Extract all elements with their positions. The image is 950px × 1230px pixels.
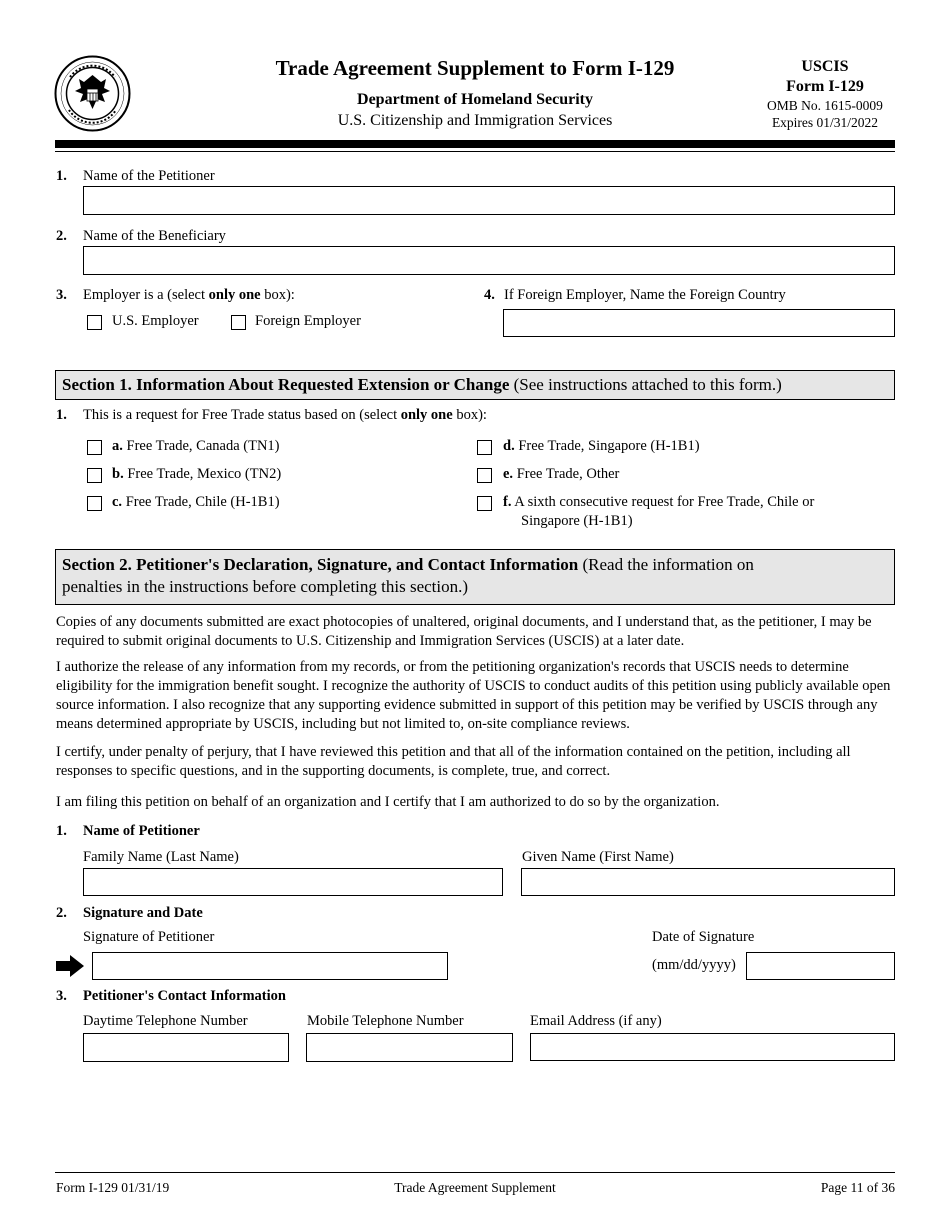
us-employer-label: U.S. Employer (112, 313, 199, 329)
s2-q1-number: 1. (56, 823, 67, 839)
expiration-date: Expires 01/31/2022 (771, 115, 879, 130)
foreign-employer-label: Foreign Employer (255, 313, 361, 329)
date-of-signature-label: Date of Signature (652, 929, 755, 945)
option-f-checkbox[interactable] (477, 496, 492, 511)
given-name-field[interactable] (521, 868, 895, 896)
q2-label: Name of the Beneficiary (83, 228, 226, 244)
q3-number: 3. (56, 287, 67, 303)
s2-q3-title: Petitioner's Contact Information (83, 988, 286, 1004)
omb-number: OMB No. 1615-0009 (767, 98, 883, 113)
email-field[interactable] (530, 1033, 895, 1061)
option-a-checkbox[interactable] (87, 440, 102, 455)
s2-q2-title: Signature and Date (83, 905, 203, 921)
us-employer-checkbox[interactable] (87, 315, 102, 330)
option-c-checkbox[interactable] (87, 496, 102, 511)
footer-title: Trade Agreement Supplement (394, 1180, 556, 1195)
option-b-label: b. Free Trade, Mexico (TN2) (112, 466, 282, 482)
form-title: Trade Agreement Supplement to Form I-129 (275, 56, 675, 80)
option-e-checkbox[interactable] (477, 468, 492, 483)
signature-label: Signature of Petitioner (83, 929, 215, 945)
date-of-signature-field[interactable] (746, 952, 895, 980)
option-f-label-line2: Singapore (H-1B1) (521, 513, 633, 529)
declaration-paragraph-4: I am filing this petition on behalf of an organization and I certify that I am authorized to do so by the organization. (56, 794, 720, 810)
dhs-seal (54, 55, 131, 132)
footer-rule (55, 1172, 895, 1173)
q4-label: If Foreign Employer, Name the Foreign Country (504, 287, 786, 303)
s2-q3-number: 3. (56, 988, 67, 1004)
department-name: Department of Homeland Security (357, 91, 593, 108)
family-name-field[interactable] (83, 868, 503, 896)
option-c-label: c. Free Trade, Chile (H-1B1) (112, 494, 280, 510)
option-f-label: f. A sixth consecutive request for Free Trade, Chile or (503, 494, 815, 510)
footer-form-version: Form I-129 01/31/19 (56, 1180, 170, 1195)
agency-name: U.S. Citizenship and Immigration Services (337, 112, 613, 129)
footer-page-number: Page 11 of 36 (820, 1180, 895, 1195)
form-number: Form I-129 (786, 78, 864, 95)
petitioner-name-field[interactable] (83, 186, 895, 215)
header-rule-thin (55, 151, 895, 152)
daytime-phone-field[interactable] (83, 1033, 289, 1062)
q1-number: 1. (56, 168, 67, 184)
foreign-employer-checkbox[interactable] (231, 315, 246, 330)
mobile-phone-field[interactable] (306, 1033, 513, 1062)
family-name-label: Family Name (Last Name) (83, 849, 239, 865)
signature-field[interactable] (92, 952, 448, 980)
declaration-paragraph-2: I authorize the release of any information from my records, or from the petitioning organization's records that USCIS needs to determine eligibility for the immigration benefit sought. I recognize the authority of USCIS to conduct audits of this petition using publicly available open source information. I also recognize that any supporting evidence submitted in support of this petition may be verified by USCIS through any means determined appropriate by USCIS, including but not limited to, on-site compliance reviews. (56, 659, 891, 732)
declaration-paragraph-1: Copies of any documents submitted are exact photocopies of unaltered, original documents, and I understand that, as the petitioner, I may be required to submit original documents to U.S. Citizenship and Immigration Services (USCIS) at a later date. (56, 614, 872, 649)
header-rule-thick (55, 140, 895, 148)
section1-header: Section 1. Information About Requested Extension or Change (See instructions attached to this form.) (55, 370, 895, 400)
s1-q1-number: 1. (56, 407, 67, 423)
s2-q2-number: 2. (56, 905, 67, 921)
s2-q1-title: Name of Petitioner (83, 823, 200, 839)
given-name-label: Given Name (First Name) (522, 849, 674, 865)
date-format-label: (mm/dd/yyyy) (652, 957, 736, 973)
declaration-paragraph-3: I certify, under penalty of perjury, that I have reviewed this petition and that all of the information contained on the petition, including all responses to specific questions, and in the supporting documents, is complete, true, and correct. (56, 744, 851, 779)
option-a-label: a. Free Trade, Canada (TN1) (112, 438, 280, 454)
q2-number: 2. (56, 228, 67, 244)
seal-icon (54, 55, 131, 132)
q1-label: Name of the Petitioner (83, 168, 215, 184)
option-e-label: e. Free Trade, Other (503, 466, 620, 482)
s1-q1-label: This is a request for Free Trade status based on (select only one box): (83, 407, 487, 423)
foreign-country-field[interactable] (503, 309, 895, 337)
beneficiary-name-field[interactable] (83, 246, 895, 275)
option-b-checkbox[interactable] (87, 468, 102, 483)
email-label: Email Address (if any) (530, 1013, 662, 1029)
q4-number: 4. (484, 287, 495, 303)
mobile-phone-label: Mobile Telephone Number (307, 1013, 464, 1029)
section2-header: Section 2. Petitioner's Declaration, Signature, and Contact Information (Read the information on penalties in the instructions before completing this section.) (55, 549, 895, 605)
option-d-label: d. Free Trade, Singapore (H-1B1) (503, 438, 700, 454)
q3-label: Employer is a (select only one box): (83, 287, 295, 303)
option-d-checkbox[interactable] (477, 440, 492, 455)
arrow-right-icon (56, 955, 84, 977)
agency-abbr: USCIS (801, 58, 849, 75)
daytime-phone-label: Daytime Telephone Number (83, 1013, 248, 1029)
